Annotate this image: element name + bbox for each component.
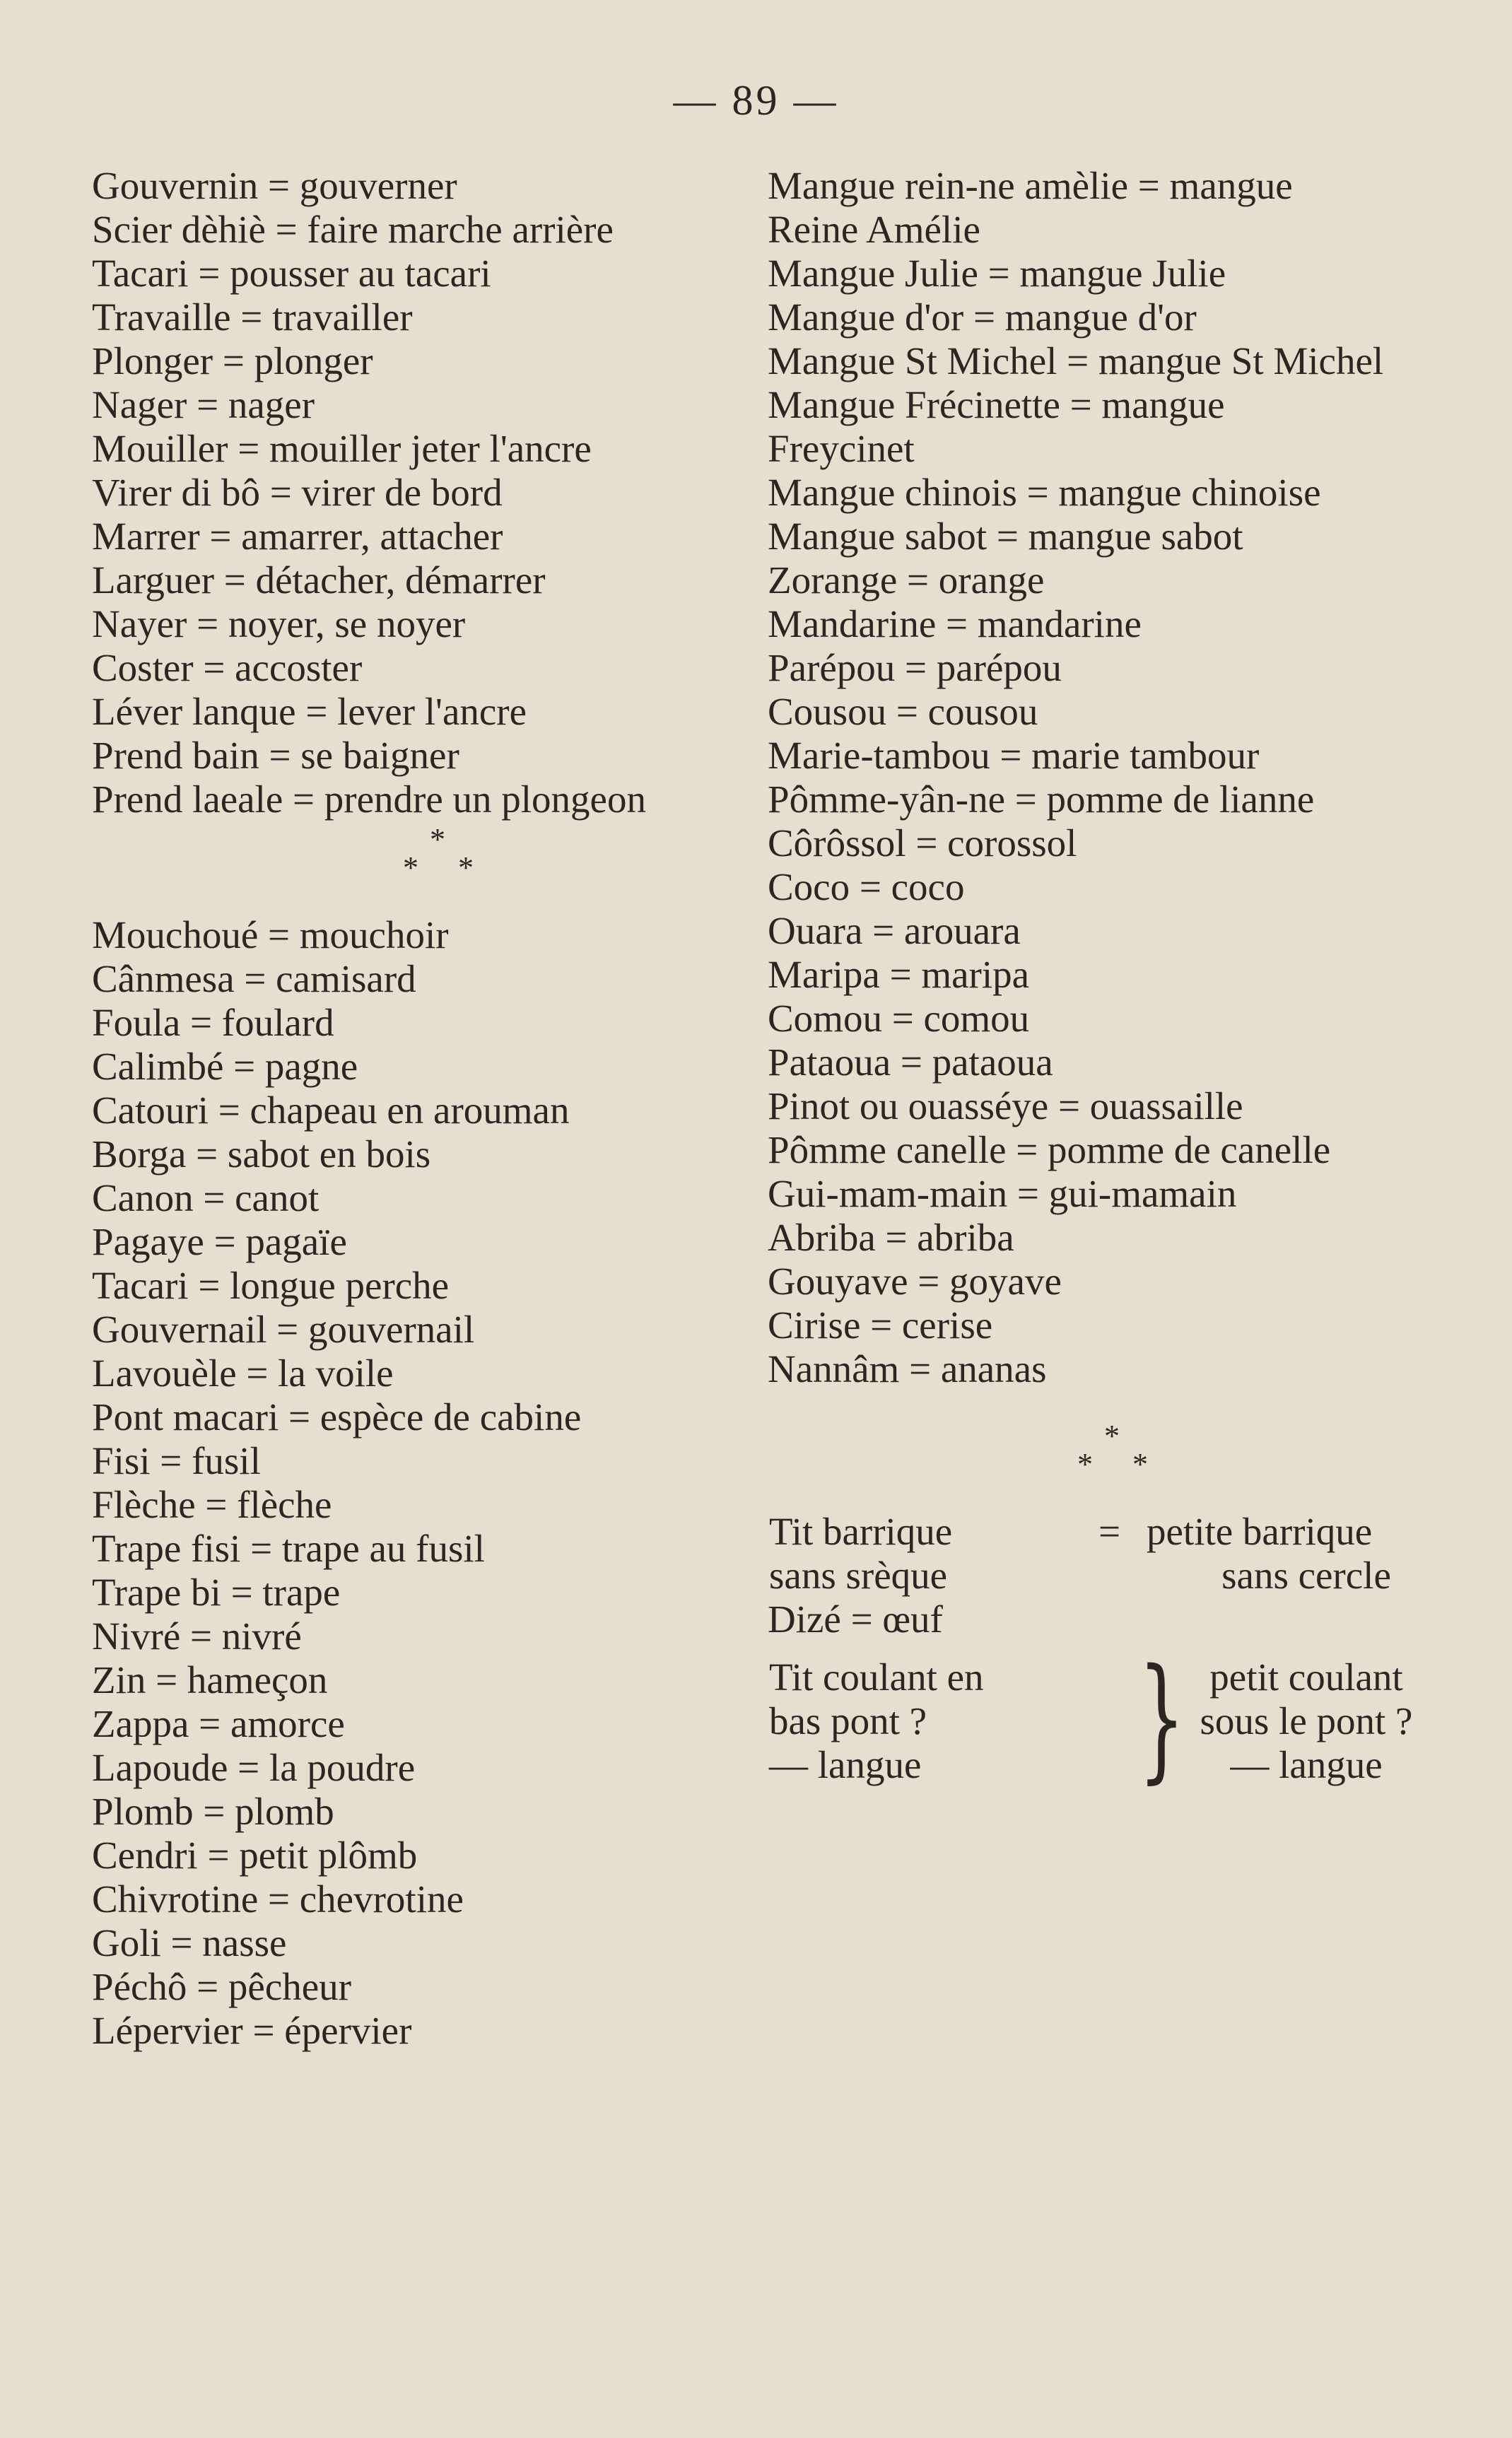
glossary-entry: Maripa = maripa: [768, 953, 1030, 996]
separator-star: *: [458, 850, 474, 885]
left-group-boating: [92, 164, 756, 821]
riddle-line: — langue: [1230, 1743, 1383, 1786]
barrique-term-cont: sans srèque: [769, 1554, 948, 1597]
right-column: [768, 164, 1457, 1796]
glossary-entry: Tacari = pousser au tacari: [92, 252, 491, 295]
glossary-entry: Mangue St Michel = mangue St Michel: [768, 339, 1384, 382]
glossary-entry: Prend bain = se baigner: [92, 734, 459, 777]
glossary-entry: Pagaye = pagaïe: [92, 1220, 347, 1263]
glossary-entry: Gouvernail = gouvernail: [92, 1308, 475, 1351]
riddle-original: [769, 1655, 984, 1787]
glossary-entry: Abriba = abriba: [768, 1216, 1014, 1259]
glossary-entry: Nayer = noyer, se noyer: [92, 602, 466, 645]
riddle-entry: [768, 1640, 1457, 1796]
glossary-entry: Nager = nager: [92, 383, 315, 426]
glossary-entry: Cousou = cousou: [768, 690, 1038, 733]
glossary-entry: Larguer = détacher, démarrer: [92, 558, 546, 602]
glossary-entry: Fisi = fusil: [92, 1439, 261, 1482]
glossary-entry: Mouchoué = mouchoir: [92, 913, 449, 956]
glossary-entry: Plomb = plomb: [92, 1790, 334, 1833]
glossary-entry: Tacari = longue perche: [92, 1264, 450, 1307]
glossary-entry: Zin = hameçon: [92, 1658, 328, 1701]
glossary-entry: Reine Amélie: [768, 208, 980, 251]
glossary-entry: Goli = nasse: [92, 1921, 287, 1964]
glossary-entry: Mangue Frécinette = mangue: [768, 383, 1225, 426]
glossary-entry: Côrôssol = corossol: [768, 821, 1077, 865]
glossary-entry: Pinot ou ouasséye = ouassaille: [768, 1084, 1243, 1127]
glossary-entry: Trape bi = trape: [92, 1571, 341, 1614]
glossary-entry: Flèche = flèche: [92, 1483, 332, 1526]
riddle-line: bas pont ?: [769, 1699, 927, 1742]
asterism-separator: [768, 1418, 1457, 1506]
glossary-entry: Trape fisi = trape au fusil: [92, 1527, 485, 1570]
glossary-entry: Pont macari = espèce de cabine: [92, 1395, 582, 1438]
glossary-entry: Gui-mam-main = gui-mamain: [768, 1172, 1237, 1215]
glossary-entry: Freycinet: [768, 427, 915, 470]
glossary-entry: Zorange = orange: [768, 558, 1045, 602]
riddle-line: sous le pont ?: [1200, 1699, 1413, 1742]
glossary-entry: Pômme-yân-ne = pomme de lianne: [768, 778, 1315, 821]
glossary-entry: Cirise = cerise: [768, 1303, 993, 1347]
glossary-entry: Catouri = chapeau en arouman: [92, 1089, 570, 1132]
barrique-entry: [768, 1510, 1457, 1598]
glossary-entry: Marrer = amarrer, attacher: [92, 515, 503, 558]
glossary-entry: Marie-tambou = marie tambour: [768, 734, 1260, 777]
glossary-entry: Travaille = travailler: [92, 295, 413, 339]
glossary-entry: Canon = canot: [92, 1176, 320, 1219]
glossary-entry: Léver lanque = lever l'ancre: [92, 690, 527, 733]
glossary-entry: Mangue rein-ne amèlie = mangue: [768, 164, 1293, 207]
glossary-entry: Nivré = nivré: [92, 1614, 302, 1658]
curly-brace-icon: }: [1138, 1640, 1185, 1796]
equals-sign: =: [1098, 1510, 1121, 1553]
glossary-entry: Mangue d'or = mangue d'or: [768, 295, 1197, 339]
asterism-separator: [92, 821, 756, 909]
riddle-line: — langue: [769, 1743, 922, 1786]
glossary-entry: Mangue chinois = mangue chinoise: [768, 471, 1321, 514]
barrique-translation-cont: sans cercle: [1221, 1554, 1391, 1597]
riddle-line: Tit coulant en: [769, 1655, 984, 1699]
glossary-entry: Lépervier = épervier: [92, 2009, 412, 2052]
glossary-entry: Mangue Julie = mangue Julie: [768, 252, 1226, 295]
barrique-term: Tit barrique: [769, 1510, 953, 1553]
glossary-entry: Pataoua = pataoua: [768, 1041, 1053, 1084]
glossary-entry: Gouvernin = gouverner: [92, 164, 457, 207]
separator-star: *: [1132, 1447, 1148, 1482]
left-column: [92, 164, 756, 2053]
glossary-entry: Lavouèle = la voile: [92, 1352, 394, 1395]
right-group-fruits: [768, 164, 1457, 1391]
glossary-entry: Scier dèhiè = faire marche arrière: [92, 208, 614, 251]
glossary-entry: Virer di bô = virer de bord: [92, 471, 503, 514]
glossary-entry: Foula = foulard: [92, 1001, 334, 1044]
glossary-entry: Pômme canelle = pomme de canelle: [768, 1128, 1331, 1171]
glossary-entry: Coster = accoster: [92, 646, 363, 689]
glossary-entry: Cânmesa = camisard: [92, 957, 416, 1000]
separator-star: *: [430, 822, 445, 857]
glossary-entry: Lapoude = la poudre: [92, 1746, 416, 1789]
separator-star: *: [1104, 1419, 1120, 1453]
glossary-entry: Mangue sabot = mangue sabot: [768, 515, 1243, 558]
glossary-entry: Mouiller = mouiller jeter l'ancre: [92, 427, 592, 470]
glossary-entry: Nannâm = ananas: [768, 1347, 1047, 1390]
glossary-entry: Parépou = parépou: [768, 646, 1062, 689]
glossary-entry: Prend laeale = prendre un plongeon: [92, 778, 646, 821]
glossary-entry: Plonger = plonger: [92, 339, 373, 382]
page-number: — 89 —: [673, 77, 839, 124]
separator-star: *: [1077, 1447, 1093, 1482]
separator-star: *: [403, 850, 418, 885]
glossary-entry: Comou = comou: [768, 997, 1030, 1040]
glossary-entry: Péchô = pêcheur: [92, 1965, 351, 2008]
glossary-entry: Cendri = petit plômb: [92, 1834, 418, 1877]
riddle-line: petit coulant: [1209, 1655, 1403, 1699]
riddle-translation: [1151, 1655, 1462, 1787]
left-group-objects: [92, 913, 756, 2053]
glossary-entry: Chivrotine = chevrotine: [92, 1877, 464, 1921]
glossary-entry: Gouyave = goyave: [768, 1260, 1062, 1303]
glossary-entry: Zappa = amorce: [92, 1702, 345, 1745]
glossary-entry: Ouara = arouara: [768, 909, 1021, 952]
glossary-entry: Mandarine = mandarine: [768, 602, 1142, 645]
glossary-entry: Calimbé = pagne: [92, 1045, 358, 1088]
glossary-entry: Coco = coco: [768, 865, 965, 908]
glossary-entry: Borga = sabot en bois: [92, 1132, 431, 1176]
glossary-entry: Dizé = œuf: [768, 1598, 943, 1641]
barrique-translation: petite barrique: [1147, 1510, 1373, 1553]
